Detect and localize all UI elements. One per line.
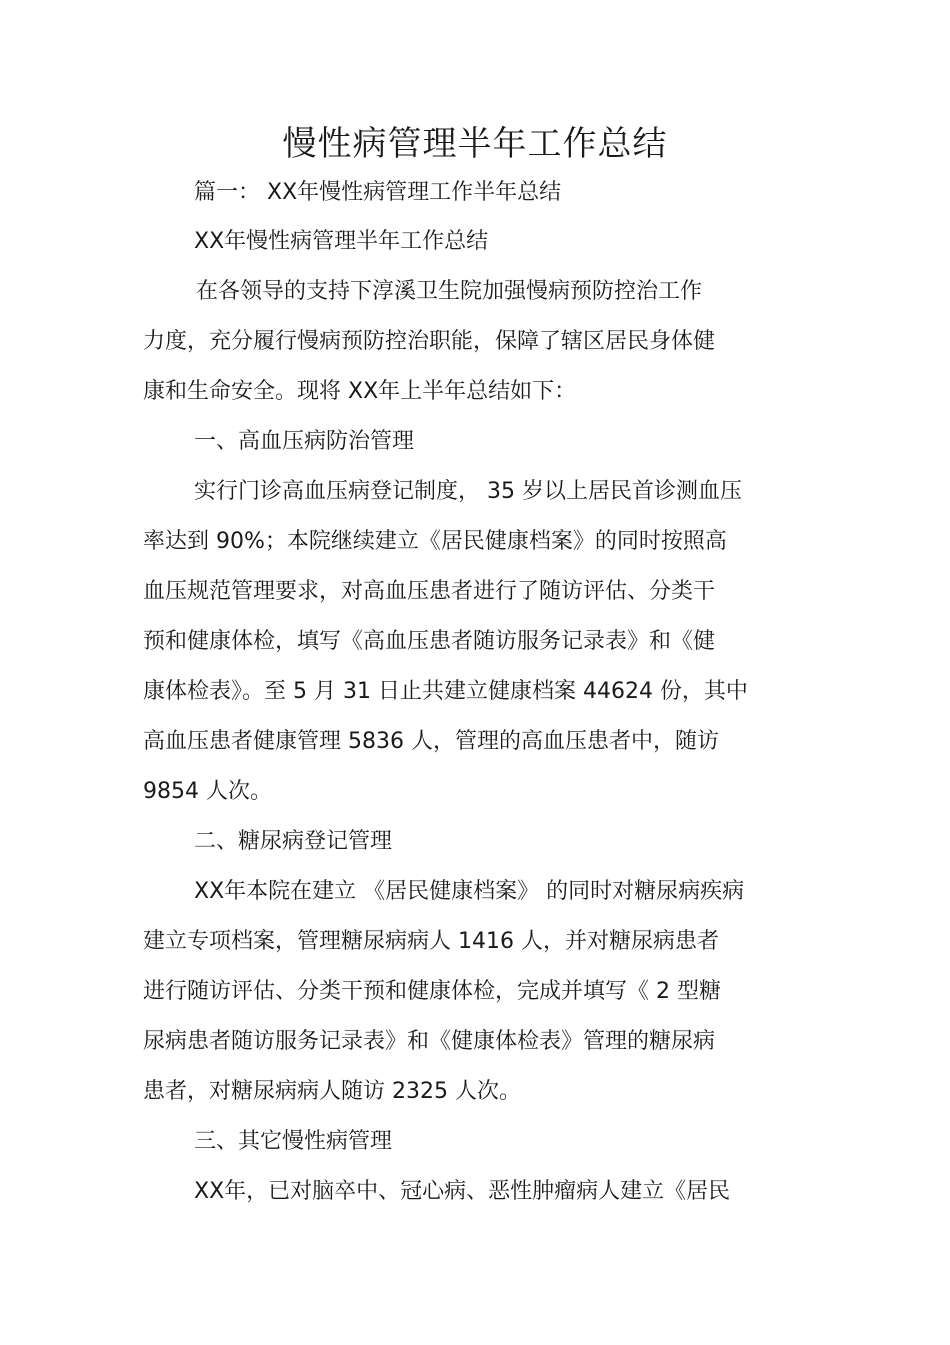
document-title: 慢性病管理半年工作总结 <box>282 124 668 164</box>
paragraph-line: 康体检表》。至 5 月 31 日止共建立健康档案 44624 份，其中 <box>143 679 748 704</box>
paragraph-line: 率达到 90%；本院继续建立《居民健康档案》的同时按照高 <box>143 529 727 554</box>
paragraph-line: 康和生命安全。现将 XX年上半年总结如下： <box>143 379 577 404</box>
paragraph-line: 9854 人次。 <box>143 779 272 804</box>
paragraph-line: 患者，对糖尿病病人随访 2325 人次。 <box>143 1079 521 1104</box>
paragraph-line: 在各领导的支持下淳溪卫生院加强慢病预防控治工作 <box>196 279 703 304</box>
section-heading: 二、糖尿病登记管理 <box>194 829 393 854</box>
paragraph-line: 实行门诊高血压病登记制度， 35 岁以上居民首诊测血压 <box>194 479 742 504</box>
paragraph-line: XX年本院在建立 《居民健康档案》 的同时对糖尿病疾病 <box>194 879 745 904</box>
paragraph-line: 力度，充分履行慢病预防控治职能，保障了辖区居民身体健 <box>143 329 716 354</box>
paragraph-line: 高血压患者健康管理 5836 人，管理的高血压患者中，随访 <box>143 729 719 754</box>
paragraph-line: 预和健康体检，填写《高血压患者随访服务记录表》和《健 <box>143 629 716 654</box>
section-heading: 一、高血压病防治管理 <box>194 429 415 454</box>
paragraph-line: XX年，已对脑卒中、冠心病、恶性肿瘤病人建立《居民 <box>194 1179 731 1204</box>
paragraph-line: 进行随访评估、分类干预和健康体检，完成并填写《 2 型糖 <box>143 979 721 1004</box>
paragraph-line: 建立专项档案，管理糖尿病病人 1416 人，并对糖尿病患者 <box>143 929 719 954</box>
subtitle-line: 篇一： XX年慢性病管理工作半年总结 <box>194 180 562 205</box>
section-heading: XX年慢性病管理半年工作总结 <box>194 229 489 254</box>
paragraph-line: 尿病患者随访服务记录表》和《健康体检表》管理的糖尿病 <box>143 1029 716 1054</box>
section-heading: 三、其它慢性病管理 <box>194 1129 393 1154</box>
paragraph-line: 血压规范管理要求，对高血压患者进行了随访评估、分类干 <box>143 579 716 604</box>
